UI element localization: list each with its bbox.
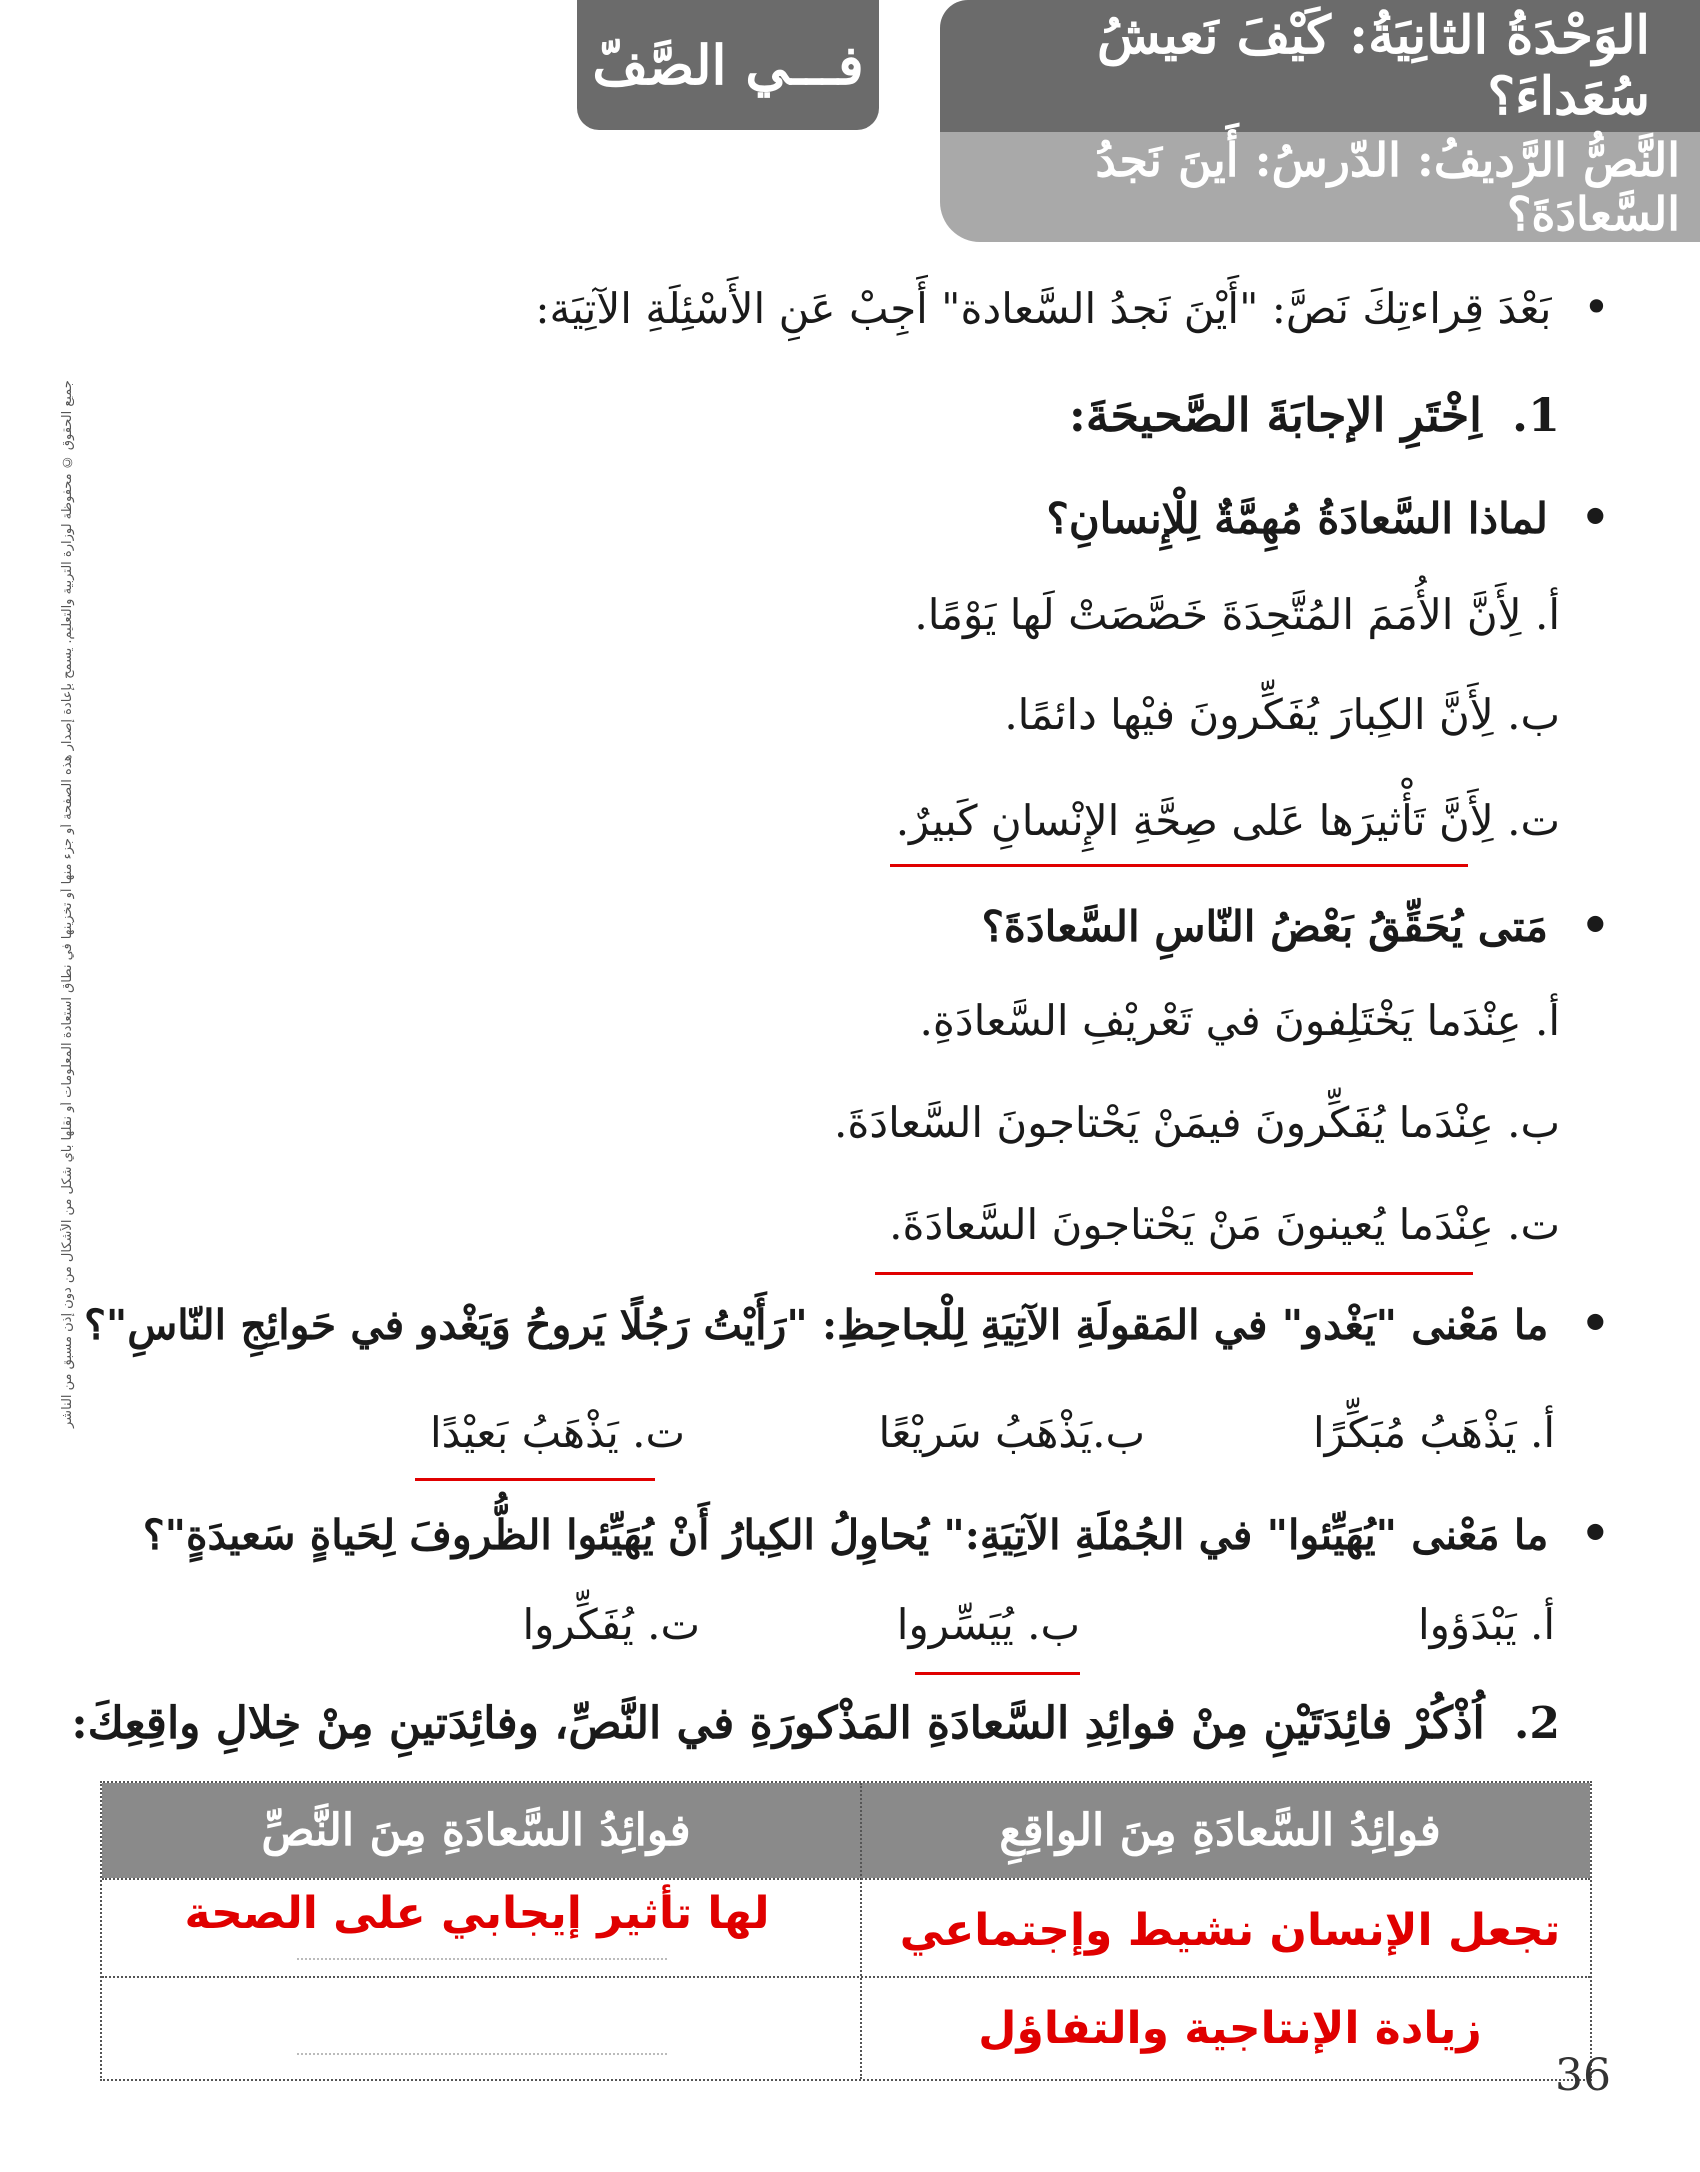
- q2-option-c: ت. عِنْدَما يُعينونَ مَنْ يَحْتاجونَ السَّعادَةَ.: [889, 1200, 1560, 1249]
- section1-heading: [1069, 388, 1560, 442]
- table-divider: [860, 1783, 862, 2079]
- table-cell[interactable]: تجعل الإنسان نشيط وإجتماعي: [899, 1905, 1561, 1956]
- q1-option-b: ب. لِأَنَّ الكِبارَ يُفَكِّرونَ فيْها دائمًا.: [1004, 690, 1560, 739]
- benefits-table: [100, 1781, 1592, 2081]
- section2-number: 2.: [1514, 1698, 1560, 1749]
- table-cell[interactable]: زيادة الإنتاجية والتفاؤل: [978, 2002, 1482, 2054]
- table-divider: [102, 1976, 1590, 1978]
- q3-option-b: ب.يَذْهَبُ سَريْعًا: [878, 1408, 1145, 1457]
- q2-option-b: ب. عِنْدَما يُفَكِّرونَ فيمَنْ يَحْتاجونَ السَّعادَةَ.: [834, 1098, 1560, 1147]
- table-cell[interactable]: [102, 1988, 852, 2068]
- q3-option-a: أ. يَذْهَبُ مُبَكِّرًا: [1312, 1408, 1555, 1457]
- q4-option-c: ت. يُفَكِّروا: [522, 1600, 700, 1649]
- q4-option-b: ب. يُيَسِّروا: [896, 1600, 1080, 1649]
- section1-number: 1.: [1511, 388, 1560, 442]
- answer-line: [297, 1958, 667, 1960]
- section1-title: اِخْتَرِ الإجابَةَ الصَّحيحَةَ:: [1068, 388, 1482, 442]
- q2-option-a: أ. عِنْدَما يَخْتَلِفونَ في تَعْريْفِ السَّعادَةِ.: [919, 996, 1560, 1045]
- question-1-text: لماذا السَّعادَةُ مُهِمَّةٌ لِلْإِنسانِ؟: [1046, 494, 1548, 543]
- class-tab: فـــي الصَّفّ: [577, 0, 879, 130]
- answer-underline: [915, 1672, 1080, 1675]
- question-2: [982, 898, 1610, 952]
- question-2-text: مَتى يُحَقِّقُ بَعْضُ النّاسِ السَّعادَةَ؟: [981, 902, 1548, 951]
- lesson-title: النَّصُّ الرَّديفُ: الدّرسُ: أَينَ نَجدُ السَّعادَةَ؟: [940, 132, 1700, 242]
- copyright-note: جميع الحقوق © محفوظة لوزارة التربية والتعليم. يسمح بإعادة إصدار هذه الصفحة أو جزء منها أو تخزينها في نطاق استعادة المعلومات أو نقلها بأي شكل من الأشكال من دون إذن مسبق من الناشر: [60, 380, 75, 1428]
- intro-text: [535, 280, 1610, 334]
- intro-label: بَعْدَ قِراءتِكَ نَصَّ: "أَيْنَ نَجدُ السَّعادة" أَجِبْ عَنِ الأَسْئِلَةِ الآتِيَة:: [535, 284, 1552, 333]
- question-1: [1047, 490, 1610, 544]
- table-header-text: فوائِدُ السَّعادَةِ مِنَ النَّصِّ: [102, 1783, 850, 1878]
- q1-option-c: ت. لِأَنَّ تَأْثيرَها عَلى صِحَّةِ الإِنْسانِ كَبيرٌ.: [895, 796, 1560, 845]
- answer-underline: [890, 864, 1468, 867]
- table-cell[interactable]: لها تأثير إيجابي على الصحة: [184, 1887, 770, 1939]
- table-divider: [102, 1878, 1590, 1880]
- q3-option-c: ت. يَذْهَبُ بَعيْدًا: [429, 1408, 685, 1457]
- unit-title: الوَحْدَةُ الثانِيَةُ: كَيْفَ نَعيشُ سُعَداءَ؟: [940, 0, 1700, 132]
- section2-title: اُذْكُرْ فائِدَتَيْنِ مِنْ فوائِدِ السَّعادَةِ المَذْكورَةِ في النَّصِّ، وفائِدَتينِ مِنْ خِلالِ واقِعِكَ:: [71, 1698, 1485, 1749]
- answer-underline: [415, 1478, 655, 1481]
- question-3-text: ما مَعْنى "يَغْدو" في المَقولَةِ الآتِيَةِ لِلْجاحِظِ: "رَأَيْتُ رَجُلًا يَروحُ وَيَغْدو في حَوائِجِ النّاسِ"؟: [84, 1301, 1549, 1349]
- q1-option-a: أ. لِأَنَّ الأُمَمَ المُتَّحِدَةَ خَصَّصَتْ لَها يَوْمًا.: [914, 590, 1560, 639]
- question-4: [143, 1506, 1610, 1560]
- question-4-text: ما مَعْنى "يُهَيِّئوا" في الجُمْلَةِ الآتِيَةِ:" يُحاوِلُ الكِبارُ أَنْ يُهَيِّئوا الظُّروفَ لِحَياةٍ سَعيدَةٍ"؟: [142, 1511, 1549, 1559]
- question-3: [84, 1296, 1610, 1350]
- answer-underline: [875, 1272, 1473, 1275]
- section2-heading: [71, 1698, 1560, 1749]
- q4-option-a: أ. يَبْدَؤوا: [1417, 1600, 1555, 1649]
- page-number: 36: [1555, 2050, 1611, 2101]
- table-header-reality: فوائِدُ السَّعادَةِ مِنَ الواقِعِ: [850, 1783, 1590, 1878]
- answer-line: [297, 2053, 667, 2055]
